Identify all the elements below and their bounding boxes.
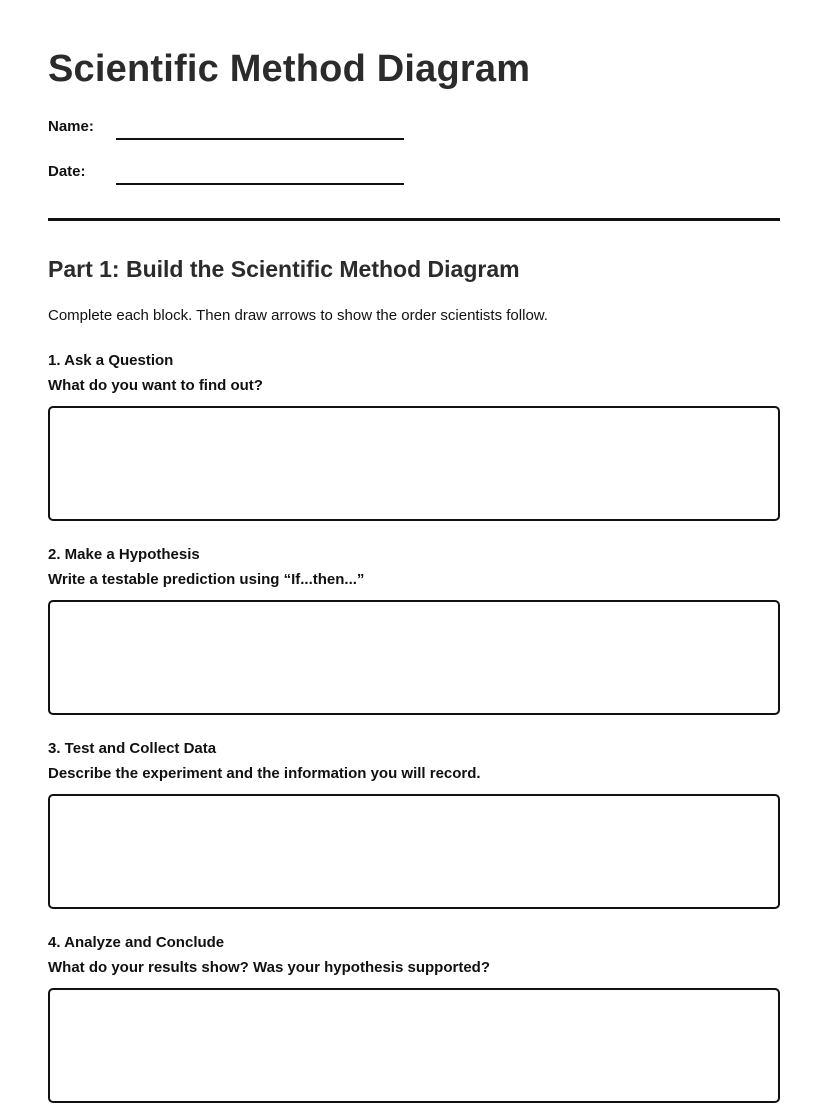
step-prompt: Write a testable prediction using “If...then...” [48,571,365,588]
header-divider [48,218,780,221]
date-label: Date: [48,163,86,180]
step-title: 3. Test and Collect Data [48,740,217,757]
step-title: 1. Ask a Question [48,352,174,369]
name-write-line[interactable] [116,138,404,140]
step-title: 2. Make a Hypothesis [48,546,200,563]
step-prompt: What do your results show? Was your hypothesis supported? [48,959,490,976]
part1-instructions: Complete each block. Then draw arrows to show the order scientists follow. [48,307,548,324]
date-write-line[interactable] [116,183,404,185]
answer-box-data[interactable] [48,794,780,909]
step-prompt: Describe the experiment and the information you will record. [48,765,481,782]
answer-box-hypothesis[interactable] [48,600,780,715]
name-label: Name: [48,118,94,135]
part1-heading: Part 1: Build the Scientific Method Diagram [48,256,520,282]
name-field-row [48,118,408,142]
step-prompt: What do you want to find out? [48,377,263,394]
answer-box-question[interactable] [48,406,780,521]
date-field-row [48,163,408,187]
page-title: Scientific Method Diagram [48,48,531,90]
answer-box-conclusion[interactable] [48,988,780,1103]
step-title: 4. Analyze and Conclude [48,934,225,951]
